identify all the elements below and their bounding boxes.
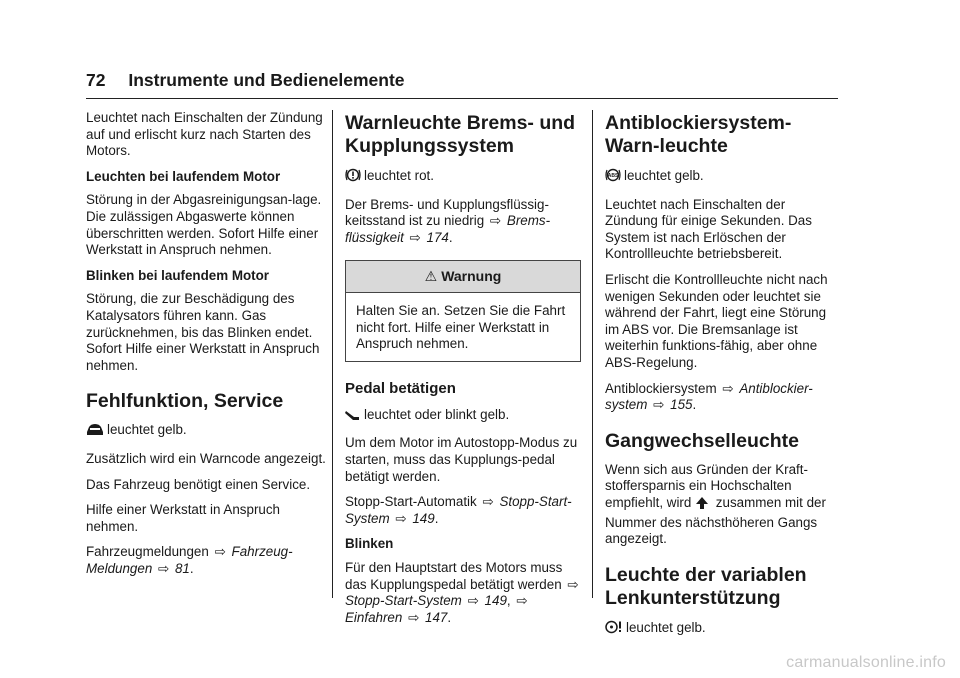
clutch-pedal-icon <box>345 408 361 427</box>
svg-text:ABS: ABS <box>607 173 619 179</box>
paragraph-text: Für den Hauptstart des Motors muss das Kupplungspedal betätigt werden <box>345 559 563 592</box>
paragraph: Der Brems- und Kupplungsflüssig-keitsstand ist zu niedrig ⇨ Brems-flüssigkeit ⇨ 174. <box>345 196 551 245</box>
car-wrench-icon <box>86 423 104 442</box>
reference-page[interactable]: 149 <box>412 510 435 526</box>
reference-arrow-icon: ⇨ <box>158 560 170 576</box>
reference-text: Fahrzeugmeldungen <box>86 544 209 560</box>
paragraph-text: zusammen mit der Nummer des nächsthöheren Gangs angezeigt. <box>605 494 826 547</box>
icon-line-text: leuchtet rot. <box>364 168 434 183</box>
reference-arrow-icon: ⇨ <box>516 593 528 609</box>
subheading: Blinken <box>345 536 394 552</box>
reference-page[interactable]: 155 <box>670 397 693 413</box>
upshift-arrow-icon <box>695 496 709 515</box>
reference-page[interactable]: 174 <box>426 229 449 245</box>
paragraph: Zusätzlich wird ein Warncode angezeigt. <box>86 450 326 466</box>
reference-link[interactable]: Stopp-Start-System <box>345 494 572 526</box>
reference-arrow-icon: ⇨ <box>482 494 494 510</box>
reference-link[interactable]: Stopp-Start-System <box>345 593 462 609</box>
icon-line <box>605 167 839 188</box>
column-2 <box>345 110 581 635</box>
cross-reference: Antiblockiersystem ⇨ Antiblockier-system ⇨ 155. <box>605 380 813 413</box>
reference-arrow-icon: ⇨ <box>214 544 226 560</box>
paragraph: Leuchtet nach Einschalten der Zündung für einige Sekunden. Das System ist nach Erlöschen der Kontrollleuchte betriebsbereit. <box>605 196 812 262</box>
reference-arrow-icon: ⇨ <box>467 593 479 609</box>
paragraph: Störung, die zur Beschädigung des Katalysators führen kann. Gas zurücknehmen, bis das Blinken endet. Sofort Hilfe einer Werkstatt in Anspruch nehmen. <box>86 291 320 373</box>
brake-warning-icon <box>345 167 361 188</box>
paragraph: Um dem Motor im Autostopp-Modus zu starten, muss das Kupplungs-pedal betätigt werden. <box>345 435 578 484</box>
column-divider <box>592 110 593 598</box>
reference-link[interactable]: Brems-flüssigkeit <box>345 213 551 245</box>
reference-link[interactable]: Einfahren <box>345 609 403 625</box>
icon-line <box>86 422 326 442</box>
reference-text: Antiblockiersystem <box>605 380 717 396</box>
paragraph: Hilfe einer Werkstatt in Anspruch nehmen. <box>86 502 281 534</box>
warning-body <box>346 293 580 361</box>
watermark: carmanualsonline.info <box>786 654 946 671</box>
reference-link[interactable]: Fahrzeug-Meldungen <box>86 544 293 576</box>
page-title: Instrumente und Bedienelemente <box>128 70 405 90</box>
header-rule <box>86 98 838 99</box>
section-title: Leuchte der variablen Lenkunterstützung <box>605 563 807 609</box>
paragraph: Das Fahrzeug benötigt einen Service. <box>86 476 311 492</box>
steering-warning-icon <box>605 619 623 640</box>
section-title: Antiblockiersystem-Warn-leuchte <box>605 112 792 157</box>
paragraph <box>605 462 839 548</box>
icon-line-text: leuchtet oder blinkt gelb. <box>364 406 510 422</box>
page-header <box>86 70 405 91</box>
page-number: 72 <box>86 70 106 90</box>
icon-line <box>345 167 581 188</box>
reference-arrow-icon: ⇨ <box>408 609 420 625</box>
icon-line-text: leuchtet gelb. <box>624 168 704 183</box>
paragraph-text: Wenn sich aus Gründen der Kraft-stoffersparnis ein Hochschalten empfiehlt, wird <box>605 461 808 510</box>
section-title: Warnleuchte Brems- und Kupplungssystem <box>345 112 576 157</box>
cross-reference: Stopp-Start-Automatik ⇨ Stopp-Start-System ⇨ 149. <box>345 494 572 526</box>
section-title: Fehlfunktion, Service <box>86 390 284 413</box>
subheading: Blinken bei laufendem Motor <box>86 267 270 283</box>
warning-triangle-icon: ⚠ <box>424 268 438 285</box>
reference-arrow-icon: ⇨ <box>653 397 665 413</box>
reference-page[interactable]: 147 <box>425 609 448 625</box>
paragraph: Erlischt die Kontrollleuchte nicht nach wenigen Sekunden oder leuchtet sie während der Fahrt, liegt eine Störung im ABS vor. Die Bremsanlage ist weiterhin funktions-fähig, aber ohne ABS-Regelung. <box>605 271 828 370</box>
reference-arrow-icon: ⇨ <box>409 229 421 245</box>
reference-arrow-icon: ⇨ <box>489 213 502 229</box>
warning-box <box>345 260 581 361</box>
paragraph: Leuchtet nach Einschalten der Zündung auf und erlischt kurz nach Starten des Motors. <box>86 110 323 159</box>
cross-reference: Fahrzeugmeldungen ⇨ Fahrzeug-Meldungen ⇨ 81. <box>86 544 293 576</box>
reference-page[interactable]: 149 <box>484 593 507 609</box>
warning-title: Warnung <box>441 268 502 285</box>
subsection-title: Pedal betätigen <box>345 379 456 397</box>
reference-page[interactable]: 81 <box>174 560 190 576</box>
paragraph-text: Der Brems- und Kupplungsflüssig-keitsstand ist zu niedrig <box>345 196 549 229</box>
reference-arrow-icon: ⇨ <box>395 510 407 526</box>
section-title: Gangwechselleuchte <box>605 429 799 452</box>
reference-arrow-icon: ⇨ <box>722 380 734 396</box>
paragraph: Störung in der Abgasreinigungsan-lage. Die zulässigen Abgaswerte können überschritten werden. Sofort Hilfe einer Werkstatt in Anspruch nehmen. <box>86 192 322 258</box>
warning-text: Halten Sie an. Setzen Sie die Fahrt nicht fort. Hilfe einer Werkstatt in Anspruch nehmen. <box>356 302 566 352</box>
icon-line <box>345 407 581 427</box>
column-3 <box>605 110 839 648</box>
warning-header <box>346 261 580 293</box>
reference-link[interactable]: Antiblockier-system <box>605 380 813 413</box>
column-divider <box>332 110 333 598</box>
reference-arrow-icon: ⇨ <box>567 576 579 592</box>
icon-line-text: leuchtet gelb. <box>626 619 706 635</box>
icon-line <box>605 619 839 640</box>
subheading: Leuchten bei laufendem Motor <box>86 168 281 184</box>
reference-text: Stopp-Start-Automatik <box>345 494 477 510</box>
column-1 <box>86 110 326 586</box>
paragraph: Für den Hauptstart des Motors muss das Kupplungspedal betätigt werden ⇨ Stopp-Start-System ⇨ 149, ⇨ Einfahren ⇨ 147. <box>345 559 579 625</box>
abs-icon <box>605 167 621 188</box>
icon-line-text: leuchtet gelb. <box>107 422 187 438</box>
